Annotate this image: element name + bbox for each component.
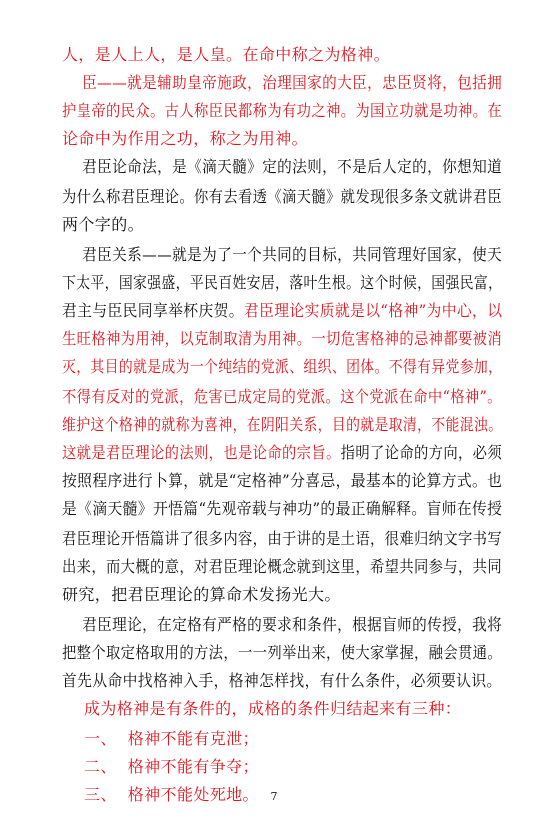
highlighted-text: 生旺格神为用神，以克制取清为用神。一切危害格神的忌神都要被消 [62,329,503,348]
highlighted-text: 这就是君臣理论的法则，也是论命的宗旨。 [62,443,341,462]
highlighted-text: 不得有反对的党派，危害已成定局的党派。这个党派在命中“格神”。 [62,387,502,406]
text-line [62,612,503,638]
text-line [62,242,503,268]
text-line [62,126,502,152]
body-text-run: 君臣理论，在定格有严格的要求和条件，根据盲师的传授，我将 [62,615,503,634]
text-line [62,98,503,124]
text-line [62,384,502,410]
text-line [62,154,503,180]
highlighted-text: 护皇帝的民众。古人称臣民都称为有功之神。为国立功就是功神。在 [62,101,503,120]
text-line [62,696,502,722]
body-text-run: 把整个取定格取用的方法，一一列举出来，使大家掌握，融会贯通。 [62,643,503,662]
text-line [62,184,503,210]
text-line [62,526,503,552]
highlighted-text: 灭，其目的就是成为一个纯结的党派、组织、团体。不得有异党参加， [62,357,503,376]
text-line [62,412,503,438]
highlighted-text: 君臣理论实质就是以“格神”为中心，以 [243,301,503,320]
body-text-run: 按照程序进行卜算，就是“定格神”分喜忌，最基本的论算方式。也 [62,471,503,490]
body-text-run: 出来，而大概的意，对君臣理论概念就到这里，希望共同参与，共同 [62,557,503,576]
text-line [62,668,502,694]
page-number: 7 [270,790,278,803]
text-line [62,212,502,238]
highlighted-text: 成为格神是有条件的，成格的条件归结起来有三种： [62,699,462,718]
highlighted-text: 维护这个格神的就称为喜神，在阴阳关系，目的就是取清，不能混浊。 [62,415,503,434]
body-text-run: 君臣理论开悟篇讲了很多内容，由于讲的是土语，很难归纳文字书写 [62,529,503,548]
text-line [62,726,502,752]
text-line [62,70,503,96]
text-line [62,640,503,666]
text-line [62,496,503,522]
highlighted-text: 人，是人上人，是人皇。在命中称之为格神。 [62,45,391,64]
text-line [62,582,502,608]
highlighted-text: 三、 格神不能处死地。 [62,785,259,804]
highlighted-text: 一、 格神不能有克泄； [62,729,259,748]
text-line [62,42,502,68]
body-text-run: 首先从命中找格神入手，格神怎样找，有什么条件，必须要认识。 [62,671,502,690]
text-line [62,468,503,494]
body-text-run: 两个字的。 [62,215,145,234]
body-text-run: 君臣论命法，是《滴天髓》定的法则，不是后人定的，你想知道 [62,157,503,176]
highlighted-text: 论命中为作用之功，称之为用神。 [62,129,309,148]
body-text-run: 研究，把君臣理论的算命术发扬光大。 [62,585,341,604]
text-line [62,326,503,352]
text-line [62,440,503,466]
text-line [62,270,503,296]
text-line [62,354,503,380]
text-line [62,298,503,324]
body-text-run: 下太平，国家强盛，平民百姓安居，落叶生根。这个时候，国强民富， [62,273,503,292]
body-text-run: 君主与臣民同享举杯庆贺。 [62,301,244,320]
highlighted-text: 二、 格神不能有争夺； [62,757,259,776]
body-text-run: 指明了论命的方向，必须 [340,443,503,462]
body-text-run: 君臣关系——就是为了一个共同的目标，共同管理好国家，使天 [62,245,503,264]
highlighted-text: 臣——就是辅助皇帝施政，治理国家的大臣，忠臣贤将，包括拥 [62,73,503,92]
text-line [62,754,502,780]
body-text-run: 为什么称君臣理论。你有去看透《滴天髓》就发现很多条文就讲君臣 [62,187,503,206]
body-text-run: 是《滴天髓》开悟篇“先观帝载与神功”的最正确解释。盲师在传授 [62,499,503,518]
text-line [62,554,503,580]
